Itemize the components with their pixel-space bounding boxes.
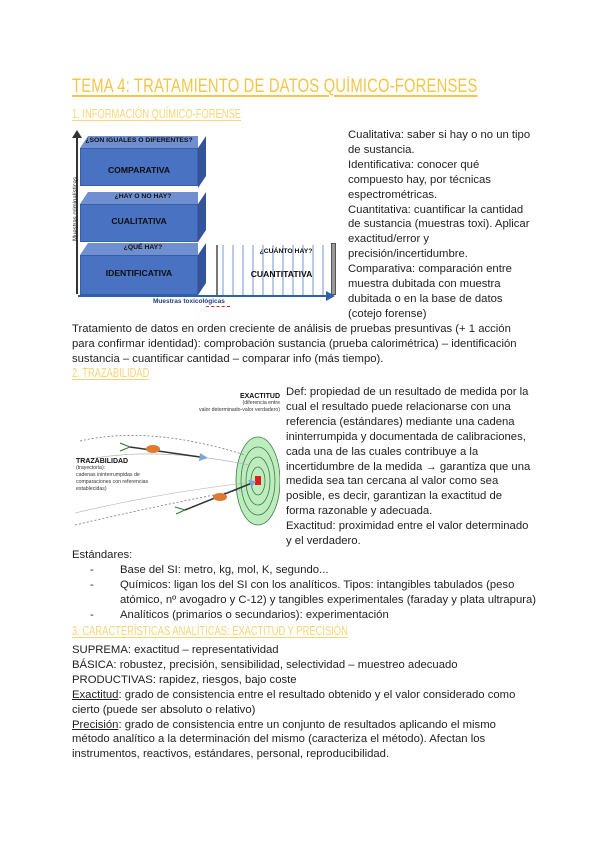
text-line: medida sea tan cercana al valor como sea (286, 475, 499, 488)
text-line: cual el resultado puede relacionarse con una (286, 400, 511, 413)
block-question: ¿SON IGUALES O DIFERENTES? (85, 137, 193, 144)
text-line: Comparativa: comparación entre (348, 263, 512, 276)
list-item: - Químicos: ligan los del SI con los analíticos. Tipos: intangibles tabulados (peso atómico, nº avogadro y C-12) y tangibles experimentales (faraday y plata ultrapura) (90, 578, 537, 606)
text-line: dubitada o en la base de datos (348, 292, 503, 305)
text-line: posible, es decir, garantizan la exactitud de (286, 490, 503, 503)
block-cualitativa (80, 192, 198, 242)
bullet-dash-icon: - (90, 564, 94, 576)
text-line: exactitud/error y (348, 233, 429, 246)
text-line: cierto (puede ser absoluto o relativo) (72, 703, 256, 716)
x-axis-label: Muestras toxicológicas (153, 298, 225, 305)
text-line: para confirmar identidad): comprobación sustancia (prueba calorimétrica) – identificación (72, 337, 517, 350)
traceability-definition (286, 385, 546, 549)
bullet-dash-icon: - (90, 578, 94, 591)
text-line: Tratamiento de datos en orden creciente de análisis de pruebas presuntivas (+ 1 acción (72, 323, 511, 335)
bullet-dash-icon: - (90, 608, 94, 621)
analysis-types-diagram (68, 130, 340, 308)
section-heading-caracteristicas: 3. CARACTERÍSTICAS ANALÍTICAS: EXACTITUD Y PRECISIÓN (72, 623, 348, 638)
analysis-types-definitions (348, 128, 548, 322)
x-axis (78, 295, 328, 297)
list-item: - Analíticos (primarios o secundarios): experimentación (90, 608, 389, 621)
text-line: Def: propiedad de un resultado de medida por la (286, 386, 529, 398)
text-line: compuesto hay, por técnicas (348, 173, 491, 186)
text-line: forma razonable y adecuada. (286, 505, 433, 518)
text-line: Cuantitativa: cuantificar la cantidad (348, 203, 524, 216)
text-line: método analítico a la determinación del mismo (caracteriza el método). Afectan los (72, 733, 486, 746)
text-line: Exactitud: proximidad entre el valor determinado (286, 520, 529, 533)
text-line: ininterrumpida y documentada de calibraciones, (286, 430, 526, 443)
list-item: - Base del SI: metro, kg, mol, K, segundo... (90, 564, 329, 576)
text-line: BÁSICA: robustez, precisión, sensibilidad, selectividad – muestreo adecuado (72, 658, 458, 671)
text-line: instrumentos, reactivos, estándares, personal, reproducibilidad. (72, 748, 390, 761)
standards-label: Estándares: (72, 549, 133, 561)
traceability-target-diagram (70, 385, 280, 535)
text-line: espectrométricas. (348, 188, 438, 201)
text-line: sustancia – cuantificar cantidad – comparar info (más tiempo). (72, 352, 384, 365)
block-question: ¿CUÁNTO HAY? (259, 248, 313, 255)
treatment-paragraph (72, 322, 552, 367)
x-axis-arrow-icon (326, 291, 335, 301)
block-question: ¿HAY O NO HAY? (114, 193, 172, 200)
text-line: Cualitativa: saber si hay o no un tipo (348, 129, 531, 141)
text-line: PRODUCTIVAS: rapidez, riesgos, bajo coste (72, 673, 297, 686)
block-identificativa (80, 243, 198, 295)
standards-list (90, 563, 560, 623)
block-label: COMPARATIVA (107, 165, 171, 175)
text-line: de sustancia (muestras toxi). Aplicar (348, 218, 530, 231)
block-cuantitativa (216, 245, 333, 295)
text-line: precisión/incertidumbre. (348, 248, 468, 261)
block-label: CUANTITATIVA (250, 269, 313, 279)
block-cuantitativa-side (331, 243, 336, 295)
text-line: (cotejo forense) (348, 307, 427, 320)
trazabilidad-label: TRAZABILIDAD (trayectoria): cadenas ininterrumpidas de comparaciones con referencias establecidas) (76, 458, 149, 492)
text-line: muestra dubitada con muestra (348, 278, 501, 291)
block-label: IDENTIFICATIVA (105, 268, 173, 278)
block-label: CUALITATIVA (111, 216, 167, 226)
text-line: Identificativa: conocer qué (348, 158, 480, 171)
section-heading-informacion: 1. INFORMACIÓN QUÍMICO-FORENSE (72, 106, 242, 121)
y-axis-label: Muestras criminalísticas (73, 177, 79, 242)
text-line: SUPREMA: exactitud – representatividad (72, 644, 279, 656)
text-line: y el verdadero. (286, 535, 361, 548)
text-line: cada una de las cuales contribuye a la (286, 445, 479, 458)
document-title: TEMA 4: TRATAMIENTO DE DATOS QUÍMICO-FORENSES (72, 76, 478, 97)
target-icon (236, 437, 280, 525)
precision-definition: Precisión: grado de consistencia entre un conjunto de resultados aplicando el mismo (72, 718, 496, 731)
text-line: de sustancia. (348, 143, 415, 156)
analytical-characteristics (72, 643, 552, 762)
text-line: referencia (estándares) mediante una cadena (286, 415, 515, 428)
block-comparativa (80, 136, 198, 186)
section-heading-trazabilidad: 2. TRAZABILIDAD (72, 365, 150, 380)
exactitud-label: EXACTITUD (diferencia entre valor determinado-valor verdadero) (198, 393, 280, 413)
exactitud-definition: Exactitud: grado de consistencia entre el resultado obtenido y el valor considerado como (72, 688, 516, 701)
text-line: incertidumbre de la medida → garantiza que una (286, 460, 531, 473)
spellcheck-underline (206, 306, 230, 308)
block-question: ¿QUÉ HAY? (123, 244, 163, 251)
